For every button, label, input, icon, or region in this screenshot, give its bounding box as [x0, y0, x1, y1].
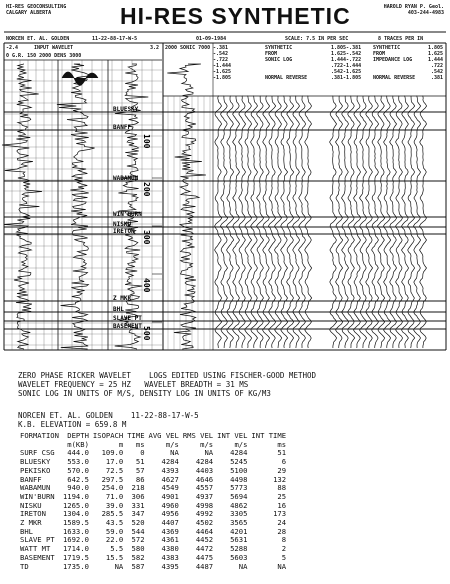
synthetic-scale-label: -1.625: [213, 69, 232, 75]
table-cell: 4646: [195, 474, 214, 484]
column-header: INT VEL: [217, 431, 248, 440]
table-cell: 4487: [195, 561, 214, 571]
time-tick: 400: [142, 278, 151, 293]
table-cell: 28: [277, 526, 287, 536]
contact-name: HAROLD RYAN P. Geol.: [383, 4, 444, 10]
column-header: DEPTH: [67, 431, 89, 440]
table-cell: 5100: [230, 465, 248, 475]
log-curves: [2, 64, 206, 349]
table-cell: 572: [131, 535, 145, 545]
synthetic-trace: [299, 96, 306, 348]
table-row: [18, 554, 288, 563]
table-cell: 553.0: [67, 457, 89, 467]
synthetic-trace: [360, 96, 367, 348]
scale-header: SCALE: 7.5 IN PER SEC: [285, 36, 349, 42]
method-notes: [18, 371, 316, 398]
synthetic-trace: [227, 96, 234, 348]
table-cell: 4407: [161, 518, 179, 528]
company-city: CALGARY ALBERTA: [6, 10, 52, 16]
well-id-block: [18, 411, 199, 429]
input-wavelet: [62, 72, 98, 85]
table-cell: BLUESKY: [20, 457, 51, 467]
density-curve: [57, 64, 95, 349]
table-cell: 5288: [230, 544, 248, 554]
synthetic-scale-label: SYNTHETIC: [265, 45, 293, 51]
table-cell: 4380: [161, 544, 179, 554]
table-cell: 1714.0: [62, 544, 89, 554]
table-row: [18, 563, 288, 572]
table-cell: 15.5: [105, 552, 124, 562]
table-cell: BHL: [20, 526, 33, 536]
synthetic-scale-label: .381-1.805: [331, 75, 362, 81]
table-cell: 4627: [161, 474, 179, 484]
table-cell: 4201: [230, 526, 248, 536]
formation-label: BANFF: [113, 124, 132, 131]
formation-label: NISKU: [113, 221, 132, 228]
synthetic-trace: [275, 96, 282, 348]
synthetic-trace: [215, 96, 222, 348]
table-cell: 4464: [195, 526, 214, 536]
table-cell: 4475: [195, 552, 214, 562]
synthetic-scale-label: 1.805-.381: [331, 45, 362, 51]
synthetic-trace: [263, 96, 270, 348]
synthetic-scale-label: -.542: [213, 51, 229, 57]
table-cell: 642.5: [67, 474, 89, 484]
table-cell: TD: [20, 561, 29, 571]
table-cell: 4549: [161, 483, 179, 493]
column-header: INT TIME: [251, 431, 287, 440]
table-cell: NISKU: [20, 500, 42, 510]
table-cell: 4383: [161, 552, 179, 562]
table-cell: WATT MT: [20, 544, 51, 554]
table-cell: 4369: [161, 526, 179, 536]
well-name-header: NORCEN ET. AL. GOLDEN: [6, 36, 70, 42]
table-cell: 17.0: [105, 457, 124, 467]
table-cell: 39.0: [105, 500, 124, 510]
synthetic-scale-label: .542: [430, 69, 443, 75]
table-cell: WABAMUN: [20, 483, 51, 493]
synthetic-trace: [384, 96, 391, 348]
table-row: [18, 493, 288, 502]
table-cell: 5694: [230, 491, 248, 501]
table-cell: 72.5: [105, 465, 124, 475]
synthetic-trace: [390, 96, 397, 348]
table-cell: 25: [277, 491, 287, 501]
column-unit: ms: [135, 439, 145, 449]
table-cell: 218: [131, 483, 145, 493]
time-tick: 100: [142, 134, 151, 149]
time-tick: 500: [142, 326, 151, 341]
table-cell: PEKISKO: [20, 465, 51, 475]
wavelet-min: -2.4: [6, 45, 19, 51]
synthetic-scale-label: IMPEDANCE LOG: [373, 57, 413, 63]
table-row: [18, 467, 288, 476]
formation-label: WIN'BURN: [113, 211, 142, 218]
table-cell: 254.0: [101, 483, 124, 493]
wavelet-max: 3.2: [150, 45, 160, 51]
table-cell: 582: [131, 552, 145, 562]
synthetic-scale-label: SYNTHETIC: [373, 45, 401, 51]
note-2: WAVELET FREQUENCY = 25 HZ WAVELET BREADTH = 31 MS: [18, 380, 249, 389]
table-cell: 4452: [195, 535, 214, 545]
synthetic-scale-label: 1.805: [427, 45, 443, 51]
kb-elevation: K.B. ELEVATION = 659.8 M: [18, 420, 127, 429]
synthetic-scale-label: -.381: [213, 45, 229, 51]
table-row: [18, 476, 288, 485]
table-cell: 5.5: [110, 544, 124, 554]
table-cell: NA: [277, 561, 287, 571]
column-header: ISOPACH: [92, 431, 124, 440]
table-cell: 1304.0: [62, 509, 89, 519]
synthetic-trace: [348, 96, 355, 348]
table-cell: 4284: [230, 448, 248, 458]
formation-label: BHL: [113, 306, 124, 313]
synthetic-scale-label: SONIC LOG: [265, 57, 293, 63]
synthetic-trace: [372, 96, 379, 348]
table-cell: 570.0: [67, 465, 89, 475]
table-cell: 297.5: [101, 474, 124, 484]
formation-label: Z MKR: [113, 295, 132, 302]
table-cell: 4284: [195, 457, 214, 467]
synthetic-scale-label: FROM: [265, 51, 278, 57]
synthetic-trace: [239, 96, 246, 348]
table-cell: 0: [140, 448, 145, 458]
table-cell: 16: [277, 500, 287, 510]
synthetic-scale-label: -1.805: [213, 75, 232, 81]
table-cell: 5603: [230, 552, 248, 562]
table-cell: 285.5: [101, 509, 124, 519]
table-cell: 544: [131, 526, 145, 536]
table-header-row: [18, 432, 288, 441]
synthetic-trace: [408, 96, 415, 348]
synthetic-scale-label: .722-1.444: [331, 63, 362, 69]
table-cell: 5: [281, 552, 287, 562]
formation-table: [18, 432, 288, 571]
column-header: AVG VEL: [148, 431, 179, 440]
synthetic-trace: [330, 96, 337, 348]
synthetic-trace: [287, 96, 294, 348]
formation-markers: [4, 106, 446, 330]
contact-phone: 403-244-4983: [407, 10, 444, 16]
synthetic-traces: [215, 96, 427, 348]
sonic-scale: 2000 SONIC 7000: [165, 45, 211, 51]
synthetic-trace: [342, 96, 349, 348]
column-header: RMS VEL: [182, 431, 214, 440]
table-cell: 59.0: [105, 526, 124, 536]
synthetic-scale-label: NORMAL REVERSE: [265, 75, 308, 81]
column-unit: m/s: [165, 439, 179, 449]
table-cell: 4403: [195, 465, 214, 475]
synthetic-scale-label: NORMAL REVERSE: [373, 75, 416, 81]
table-cell: 88: [277, 483, 287, 493]
column-unit: m: [118, 439, 124, 449]
synthetic-trace: [293, 96, 300, 348]
table-cell: NA: [238, 561, 248, 571]
table-cell: SURF CSG: [20, 448, 55, 458]
table-cell: NA: [170, 448, 179, 458]
column-header: FORMATION: [20, 431, 59, 440]
synthetic-scale-label: FROM: [373, 51, 386, 57]
table-cell: 57: [135, 465, 145, 475]
table-cell: 4361: [161, 535, 179, 545]
table-cell: 5245: [230, 457, 248, 467]
synthetic-trace: [221, 96, 228, 348]
table-cell: 4284: [161, 457, 179, 467]
table-cell: 1589.5: [62, 518, 89, 528]
table-cell: Z MKR: [20, 518, 42, 528]
table-cell: 173: [273, 509, 287, 519]
table-cell: 86: [135, 474, 145, 484]
table-cell: 3565: [230, 518, 248, 528]
table-cell: NA: [114, 561, 124, 571]
column-unit: m/s: [200, 439, 214, 449]
table-row: [18, 502, 288, 511]
synthetic-scale-label: 1.625: [427, 51, 443, 57]
synthetic-trace: [396, 96, 403, 348]
synthetic-scale-label: 1.625-.542: [331, 51, 362, 57]
traces-header: 8 TRACES PER IN: [378, 36, 424, 42]
table-cell: 51: [135, 457, 145, 467]
synthetic-trace: [354, 96, 361, 348]
time-tick: 200: [142, 182, 151, 197]
table-cell: 4393: [161, 465, 179, 475]
column-unit: m(KB): [67, 439, 89, 449]
table-cell: 8: [281, 535, 287, 545]
table-units-row: [18, 441, 288, 450]
synthetic-trace: [414, 96, 421, 348]
table-cell: 4498: [230, 474, 248, 484]
column-header: TIME: [127, 431, 145, 440]
table-cell: BANFF: [20, 474, 42, 484]
table-cell: 1735.0: [62, 561, 89, 571]
table-row: [18, 536, 288, 545]
table-cell: 1719.5: [62, 552, 89, 562]
table-cell: 5773: [230, 483, 248, 493]
table-cell: 306: [131, 491, 145, 501]
formation-label: WABAMUN: [113, 175, 139, 182]
table-row: [18, 545, 288, 554]
table-cell: 580: [131, 544, 145, 554]
table-cell: SLAVE PT: [20, 535, 55, 545]
table-cell: 587: [131, 561, 145, 571]
synthetic-trace: [366, 96, 373, 348]
table-cell: 43.5: [105, 518, 124, 528]
document-title: HI-RES SYNTHETIC: [120, 3, 351, 29]
table-cell: IRETON: [20, 509, 46, 519]
table-cell: 4901: [161, 491, 179, 501]
table-cell: 4472: [195, 544, 214, 554]
table-cell: 132: [273, 474, 287, 484]
table-cell: 22.0: [105, 535, 124, 545]
table-cell: 1692.0: [62, 535, 89, 545]
synthetic-scale-label: 1.444-.722: [331, 57, 362, 63]
formation-label: IRETON: [113, 228, 135, 235]
table-cell: 4937: [195, 491, 214, 501]
gr-dens-scale: 0 G.R. 150 2000 DENS 3000: [6, 53, 82, 59]
table-cell: 24: [277, 518, 287, 528]
table-cell: BASEMENT: [20, 552, 55, 562]
note-1: ZERO PHASE RICKER WAVELET LOGS EDITED USING FISCHER-GOOD METHOD: [18, 371, 317, 380]
synthetic-trace: [336, 96, 343, 348]
table-cell: 4862: [230, 500, 248, 510]
synthetic-trace: [402, 96, 409, 348]
synthetic-trace: [281, 96, 288, 348]
formation-label: BASEMENT: [113, 323, 142, 330]
table-row: [18, 484, 288, 493]
well-location-header: 11-22-88-17-W-5: [92, 36, 138, 42]
table-cell: 5631: [230, 535, 248, 545]
column-unit: m/s: [234, 439, 248, 449]
table-cell: 2: [281, 544, 287, 554]
synthetic-scale-label: -1.444: [213, 63, 232, 69]
synthetic-trace: [305, 96, 312, 348]
table-cell: 444.0: [67, 448, 89, 458]
table-cell: WIN'BURN: [20, 491, 55, 501]
table-row: [18, 510, 288, 519]
table-cell: 940.0: [67, 483, 89, 493]
table-cell: 51: [277, 448, 287, 458]
table-cell: 3305: [230, 509, 248, 519]
table-cell: 109.0: [101, 448, 124, 458]
table-cell: 4956: [161, 509, 179, 519]
synthetic-trace: [378, 96, 385, 348]
date-header: 01-09-1984: [196, 36, 227, 42]
time-tick: 300: [142, 230, 151, 245]
table-cell: 4557: [195, 483, 214, 493]
company-name: HI-RES GEOCONSULTING: [6, 4, 67, 10]
table-cell: 347: [131, 509, 145, 519]
well-name: NORCEN ET. AL. GOLDEN 11-22-88-17-W-5: [18, 411, 199, 420]
synthetic-trace: [251, 96, 258, 348]
table-cell: 4992: [195, 509, 214, 519]
table-cell: 29: [277, 465, 287, 475]
table-cell: 1194.0: [62, 491, 89, 501]
synthetic-trace: [269, 96, 276, 348]
synthetic-scale-label: .542-1.625: [331, 69, 362, 75]
table-cell: NA: [204, 448, 214, 458]
synthetic-trace: [420, 96, 427, 348]
synthetic-trace: [257, 96, 264, 348]
note-3: SONIC LOG IN UNITS OF M/S, DENSITY LOG IN UNITS OF KG/M3: [18, 389, 271, 398]
formation-label: BLUESKY: [113, 106, 139, 113]
table-row: [18, 528, 288, 537]
synthetic-scale-label: 1.444: [427, 57, 443, 63]
table-cell: 331: [131, 500, 145, 510]
table-cell: 4998: [195, 500, 214, 510]
table-cell: 4960: [161, 500, 179, 510]
synthetic-trace: [245, 96, 252, 348]
table-row: [18, 449, 288, 458]
table-row: [18, 458, 288, 467]
sonic-curve: [167, 64, 206, 349]
synthetic-scale-label: .722: [430, 63, 443, 69]
table-cell: 520: [131, 518, 145, 528]
table-cell: 4395: [161, 561, 179, 571]
table-cell: 6: [281, 457, 287, 467]
formation-label: SLAVE PT: [113, 315, 142, 322]
table-cell: 4502: [195, 518, 214, 528]
synthetic-scale-label: -.722: [213, 57, 229, 63]
table-cell: 1265.0: [62, 500, 89, 510]
table-cell: 71.0: [105, 491, 124, 501]
synthetic-trace: [233, 96, 240, 348]
table-cell: 1633.0: [62, 526, 89, 536]
synthetic-scale-label: .381: [430, 75, 443, 81]
table-row: [18, 519, 288, 528]
column-unit: ms: [277, 439, 287, 449]
wavelet-label: INPUT WAVELET: [34, 45, 74, 51]
